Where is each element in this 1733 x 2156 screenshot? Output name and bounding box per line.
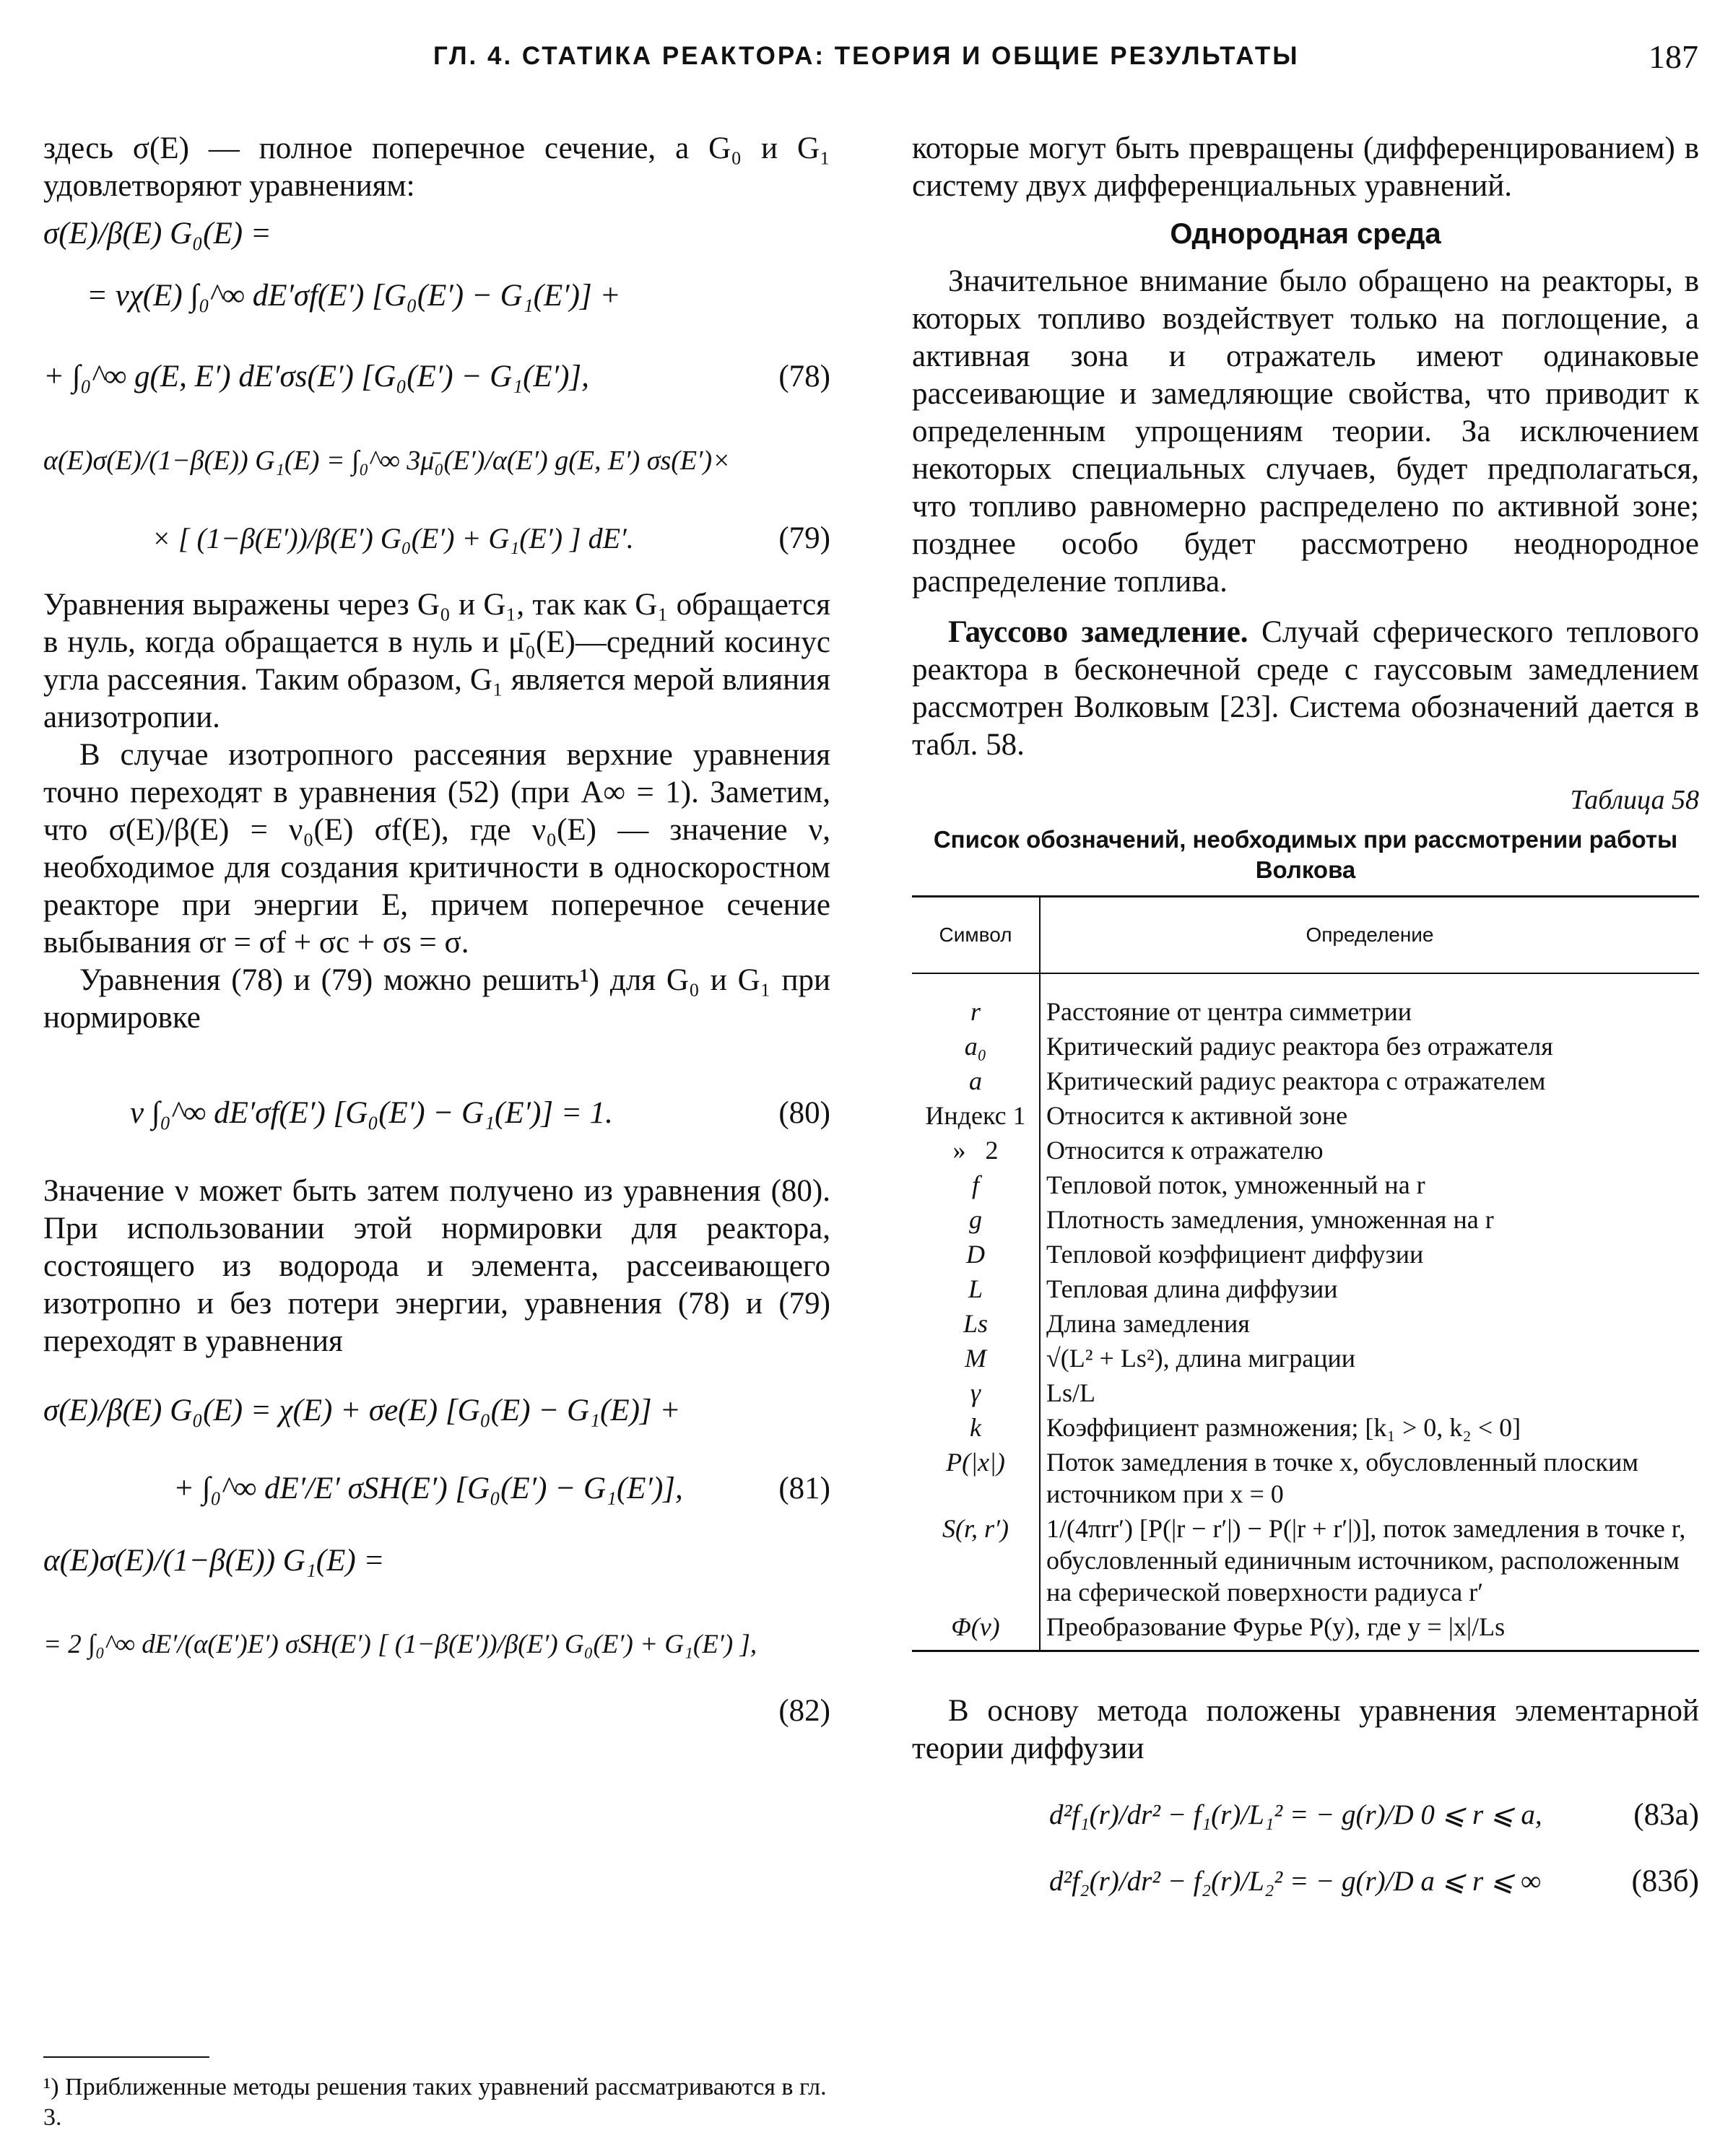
table-row bbox=[912, 1064, 1699, 1098]
paragraph: Уравнения выражены через G₀ и G₁, так как G₁ обращается в нуль, когда обращается в нуль и μ̄₀(E)—средний косинус угла рассеяния. Таким образом, G₁ является мерой влияния анизотропии. bbox=[43, 588, 830, 734]
footnote: ¹) Приближенные методы решения таких уравнений рассматриваются в гл. 3. bbox=[43, 2074, 827, 2131]
equation-number-83a: (83а) bbox=[1633, 1798, 1699, 1832]
table-title: Список обозначений, необходимых при рассмотрении работы Волкова bbox=[933, 826, 1678, 883]
table-cell-definition: 1/(4πrr′) [P(|r − r′|) − P(|r + r′|)], поток замедления в точке r, обусловленный единичным источником, расположенным на сферической поверхности радиуса r′ bbox=[1046, 1514, 1686, 1607]
equation-81-body: + ∫₀^∞ dE′/E′ σSH(E′) [G₀(E′) − G₁(E′)], bbox=[173, 1472, 683, 1505]
equation-82-line1: α(E)σ(E)/(1−β(E)) G₁(E) = bbox=[43, 1544, 385, 1578]
table-cell-definition: Длина замедления bbox=[1046, 1309, 1250, 1338]
table-cell-definition: Тепловой поток, умноженный на r bbox=[1046, 1170, 1425, 1199]
table-cell-definition: Критический радиус реактора с отражателем bbox=[1046, 1066, 1546, 1095]
table-cell-symbol: Индекс 1 bbox=[912, 1098, 1040, 1133]
equation-81-line1: σ(E)/β(E) G₀(E) = χ(E) + σe(E) [G₀(E) − G₁(E)] + bbox=[43, 1394, 681, 1427]
table-caption: Таблица 58 bbox=[1570, 785, 1699, 815]
table-row bbox=[912, 1202, 1699, 1237]
table-cell-definition: Коэффициент размножения; [k₁ > 0, k₂ < 0] bbox=[1046, 1413, 1521, 1442]
table-cell-definition: Ls/L bbox=[1046, 1378, 1095, 1407]
equation-79-line1: α(E)σ(E)/(1−β(E)) G₁(E) = ∫₀^∞ 3μ̄₀(E′)/α(E′) g(E, E′) σs(E′)× bbox=[43, 445, 731, 476]
table-cell-symbol: L bbox=[912, 1272, 1040, 1306]
section-title: Однородная среда bbox=[1170, 218, 1441, 250]
paragraph: Уравнения (78) и (79) можно решить¹) для G₀ и G₁ при нормировке bbox=[43, 963, 830, 1035]
footnote-rule bbox=[43, 2056, 209, 2058]
table-cell-definition: Плотность замедления, умноженная на r bbox=[1046, 1205, 1494, 1234]
equation-number-81: (81) bbox=[778, 1472, 830, 1505]
left-column bbox=[43, 130, 830, 1730]
paragraph-text: Случай сферического теплового реактора в бесконечной среде с гауссовым замедлением рассмотрен Волковым [23]. Система обозначений дается в табл. 58. bbox=[912, 615, 1700, 762]
equation-83a-body: d²f₁(r)/dr² − f₁(r)/L₁² = − g(r)/D 0 ⩽ r ⩽ a, bbox=[1049, 1799, 1542, 1830]
table-cell-symbol: Φ(ν) bbox=[912, 1609, 1040, 1651]
table-row bbox=[912, 1445, 1699, 1511]
table-cell-symbol: S(r, r′) bbox=[912, 1511, 1040, 1609]
table-cell-definition: Поток замедления в точке x, обусловленный плоским источником при x = 0 bbox=[1046, 1448, 1639, 1508]
paragraph: Значительное внимание было обращено на реакторы, в которых топливо воздействует только на поглощение, а активная зона и отражатель имеют одинаковые рассеивающие и замедляющие свойства, что приводит к определенным упрощениям теории. За исключением некоторых специальных случаев, будет предполагаться, что топливо равномерно распределено по активной зоне; позднее особо будет рассмотрено неоднородное распределение топлива. bbox=[912, 264, 1699, 599]
equation-79-body: × [ (1−β(E′))/β(E′) G₀(E′) + G₁(E′) ] dE′. bbox=[152, 522, 634, 555]
table-row bbox=[912, 1168, 1699, 1202]
paragraph-lead: Гауссово замедление. bbox=[948, 615, 1248, 649]
paragraph: которые могут быть превращены (дифференцированием) в систему двух дифференциальных уравнений. bbox=[912, 131, 1699, 203]
table-cell-definition: Критический радиус реактора без отражателя bbox=[1046, 1032, 1553, 1061]
table-cell-symbol: » 2 bbox=[912, 1133, 1040, 1168]
paragraph: Значение ν может быть затем получено из уравнения (80). При использовании этой нормировки для реактора, состоящего из водорода и элемента, рассеивающего изотропно и без потери энергии, уравнения (78) и (79) переходят в уравнения bbox=[43, 1174, 830, 1358]
table-cell-definition: Относится к отражателю bbox=[1046, 1136, 1324, 1165]
right-column bbox=[912, 130, 1699, 1900]
table-row bbox=[912, 1511, 1699, 1609]
table-cell-symbol: D bbox=[912, 1237, 1040, 1272]
table-cell-symbol: f bbox=[912, 1168, 1040, 1202]
table-cell-definition: Относится к активной зоне bbox=[1046, 1101, 1348, 1130]
table-cell-symbol: k bbox=[912, 1410, 1040, 1445]
equation-80-body: ν ∫₀^∞ dE′σf(E′) [G₀(E′) − G₁(E′)] = 1. bbox=[130, 1096, 613, 1130]
table-row bbox=[912, 1237, 1699, 1272]
table-cell-symbol: Ls bbox=[912, 1306, 1040, 1341]
table-cell-definition: Преобразование Фурье P(y), где y = |x|/Ls bbox=[1040, 1609, 1699, 1651]
table-cell-symbol: a₀ bbox=[912, 1029, 1040, 1064]
table-row bbox=[912, 1410, 1699, 1445]
equation-number-82: (82) bbox=[778, 1694, 830, 1728]
page-number: 187 bbox=[1649, 38, 1698, 75]
table-cell-symbol: a bbox=[912, 1064, 1040, 1098]
equation-83b-body: d²f₂(r)/dr² − f₂(r)/L₂² = − g(r)/D a ⩽ r ⩽ ∞ bbox=[1049, 1866, 1542, 1897]
equation-78-line1: σ(E)/β(E) G₀(E) = bbox=[43, 217, 272, 251]
table-cell-definition: √(L² + Ls²), длина миграции bbox=[1046, 1344, 1355, 1373]
table-cell-symbol: γ bbox=[912, 1375, 1040, 1410]
equation-number-79: (79) bbox=[778, 521, 830, 555]
table-row bbox=[912, 1306, 1699, 1341]
table-row bbox=[912, 1272, 1699, 1306]
table-row bbox=[912, 1341, 1699, 1375]
paragraph: здесь σ(E) — полное поперечное сечение, а G₀ и G₁ удовлетворяют уравнениям: bbox=[43, 131, 830, 203]
table-cell-symbol: r bbox=[912, 973, 1040, 1029]
table-cell-definition: Расстояние от центра симметрии bbox=[1046, 997, 1412, 1026]
page-header bbox=[0, 38, 1733, 85]
table-cell-definition: Тепловая длина диффузии bbox=[1046, 1274, 1338, 1303]
table-row bbox=[912, 1609, 1699, 1651]
table-cell-definition: Тепловой коэффициент диффузии bbox=[1046, 1240, 1424, 1269]
equation-number-78: (78) bbox=[778, 360, 830, 394]
paragraph bbox=[912, 614, 1699, 764]
running-title: ГЛ. 4. СТАТИКА РЕАКТОРА: ТЕОРИЯ И ОБЩИЕ РЕЗУЛЬТАТЫ bbox=[433, 42, 1300, 70]
table-row bbox=[912, 973, 1699, 1029]
equation-78-line3 bbox=[43, 358, 830, 396]
table-header-symbol: Символ bbox=[912, 897, 1040, 974]
equation-number-80: (80) bbox=[778, 1096, 830, 1130]
equation-number-83b: (83б) bbox=[1631, 1864, 1699, 1898]
table-cell-symbol: P(|x|) bbox=[912, 1445, 1040, 1511]
table-row bbox=[912, 1133, 1699, 1168]
table-header-definition: Определение bbox=[1040, 897, 1699, 974]
table-cell-symbol: M bbox=[912, 1341, 1040, 1375]
equation-82-line2: = 2 ∫₀^∞ dE′/(α(E′)E′) σSH(E′) [ (1−β(E′))/β(E′) G₀(E′) + G₁(E′) ], bbox=[43, 1630, 757, 1659]
equation-78-body: + ∫₀^∞ g(E, E′) dE′σs(E′) [G₀(E′) − G₁(E′)], bbox=[43, 360, 589, 394]
table-cell-symbol: g bbox=[912, 1202, 1040, 1237]
paragraph: В основу метода положены уравнения элементарной теории диффузии bbox=[912, 1694, 1699, 1765]
equation-78-line2: = νχ(E) ∫₀^∞ dE′σf(E′) [G₀(E′) − G₁(E′)] + bbox=[87, 279, 621, 313]
table-row bbox=[912, 1375, 1699, 1410]
symbols-table bbox=[912, 895, 1699, 1652]
paragraph: В случае изотропного рассеяния верхние уравнения точно переходят в уравнения (52) (при A∞ = 1). Заметим, что σ(E)/β(E) = ν₀(E) σf(E), где ν₀(E) — значение ν, необходимое для создания критичности в односкоростном реакторе при энергии E, причем поперечное сечение выбывания σr = σf + σc + σs = σ. bbox=[43, 738, 830, 960]
table-row bbox=[912, 1098, 1699, 1133]
table-row bbox=[912, 1029, 1699, 1064]
